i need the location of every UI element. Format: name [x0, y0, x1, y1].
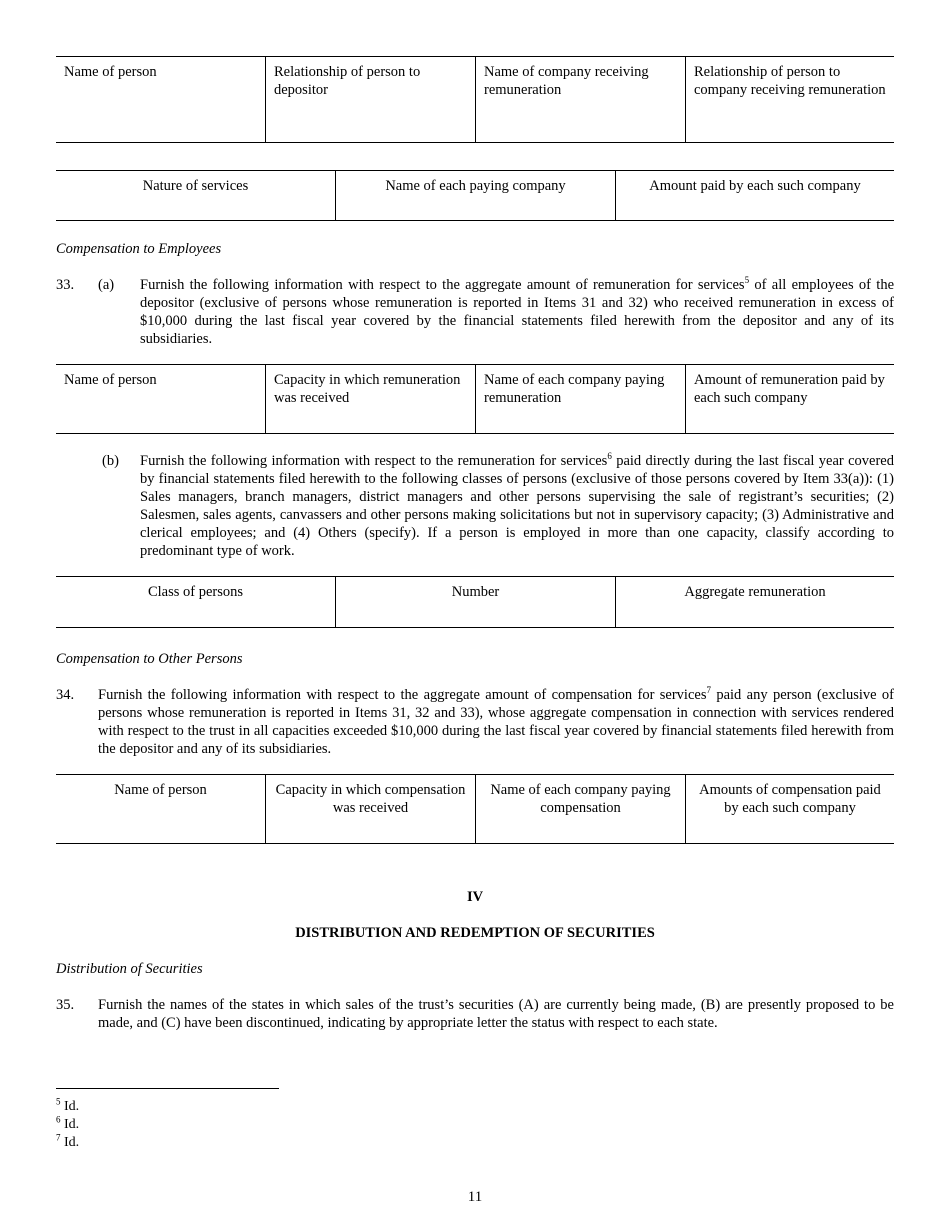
item-number: 34.: [56, 687, 75, 703]
part-title: DISTRIBUTION AND REDEMPTION OF SECURITIES: [295, 925, 655, 941]
relationship-table: [56, 56, 894, 143]
table-header-cell: Name of person: [56, 57, 266, 143]
table-header-cell: Name of each paying company: [336, 171, 616, 221]
footnote: $^5$ Id.: [56, 1096, 80, 1114]
table-header-cell: Capacity in which remuneration was received: [266, 365, 476, 434]
class-of-persons-table: [56, 576, 894, 628]
table-header-cell: Name of person: [56, 365, 266, 434]
services-table: [56, 170, 894, 221]
section-heading: Compensation to Other Persons: [56, 651, 243, 667]
footnote: $^7$ Id.: [56, 1132, 80, 1150]
table-header-cell: Number: [336, 577, 616, 628]
table-header-cell: Name of company receiving remuneration: [476, 57, 686, 143]
table-header-cell: Aggregate remuneration: [616, 577, 895, 628]
table-header-cell: Nature of services: [56, 171, 336, 221]
document-page: [56, 0, 894, 1227]
table-header-cell: Class of persons: [56, 577, 336, 628]
item-text: Furnish the following information with respect to the remuneration for services$^6$ paid directly during the last fiscal year covered by financial statements filed herewith to the following classes of persons (exclusive of those persons covered by Item 33(a)): (1) Sales managers, branch managers, district managers and other persons supervising the sale of registrant’s securities; (2) Salesmen, sales agents, canvassers and other persons making solicitations but not in supervisory capacity; (3) Administrative and clerical employees; and (4) Others (specify). If a person is employed in more than one capacity, classify according to predominant type of work.: [140, 451, 894, 559]
item-text: Furnish the following information with respect to the aggregate amount of compensation for services$^7$ paid any person (exclusive of persons whose remuneration is reported in Items 31, 32 and 33), whose aggregate compensation in connection with services rendered with respect to the trust in all capacities exceeded $10,000 during the last fiscal year covered by financial statements filed herewith from the depositor and any of its subsidiaries.: [98, 685, 894, 757]
footnote-ref: 6: [607, 451, 612, 462]
table-header-cell: Capacity in which compensation was received: [266, 775, 476, 844]
table-header-cell: Name of each company paying compensation: [476, 775, 686, 844]
footnote-ref: 7: [706, 685, 711, 696]
section-heading: Compensation to Employees: [56, 241, 222, 257]
item-text: Furnish the following information with respect to the aggregate amount of remuneration for services$^5$ of all employees of the depositor (exclusive of persons whose remuneration is reported in Items 31 and 32) who received remuneration in excess of $10,000 during the last fiscal year covered by the financial statements filed herewith from the depositor and any of its subsidiaries.: [140, 275, 895, 347]
table-header-cell: Relationship of person to company receiving remuneration: [686, 57, 895, 143]
employee-remuneration-table: [56, 364, 894, 434]
item-33a: [56, 276, 894, 348]
table-header-cell: Amounts of compensation paid by each such company: [686, 775, 895, 844]
table-header-cell: Amount paid by each such company: [616, 171, 895, 221]
section-heading: Distribution of Securities: [56, 961, 203, 977]
table-header-cell: Name of each company paying remuneration: [476, 365, 686, 434]
item-sub-label: (b): [102, 453, 119, 469]
table-header-cell: Relationship of person to depositor: [266, 57, 476, 143]
footnote-divider: [56, 1088, 279, 1089]
item-number: 35.: [56, 997, 75, 1013]
table-header-cell: Amount of remuneration paid by each such company: [686, 365, 895, 434]
page-number: 11: [467, 1189, 483, 1205]
part-number: IV: [466, 889, 484, 905]
footnote: $^6$ Id.: [56, 1114, 80, 1132]
footnote-ref: 5: [744, 275, 750, 286]
item-number: 33.: [56, 277, 75, 293]
other-compensation-table: [56, 774, 894, 844]
table-header-cell: Name of person: [56, 775, 266, 844]
item-34: [56, 686, 894, 758]
item-sub-label: (a): [98, 277, 115, 293]
item-33b: [56, 452, 894, 560]
item-text: Furnish the names of the states in which sales of the trust’s securities (A) are currently being made, (B) are presently proposed to be made, and (C) have been discontinued, indicating by appropriate letter the status with respect to each state.: [98, 997, 894, 1031]
item-35: [56, 996, 894, 1032]
